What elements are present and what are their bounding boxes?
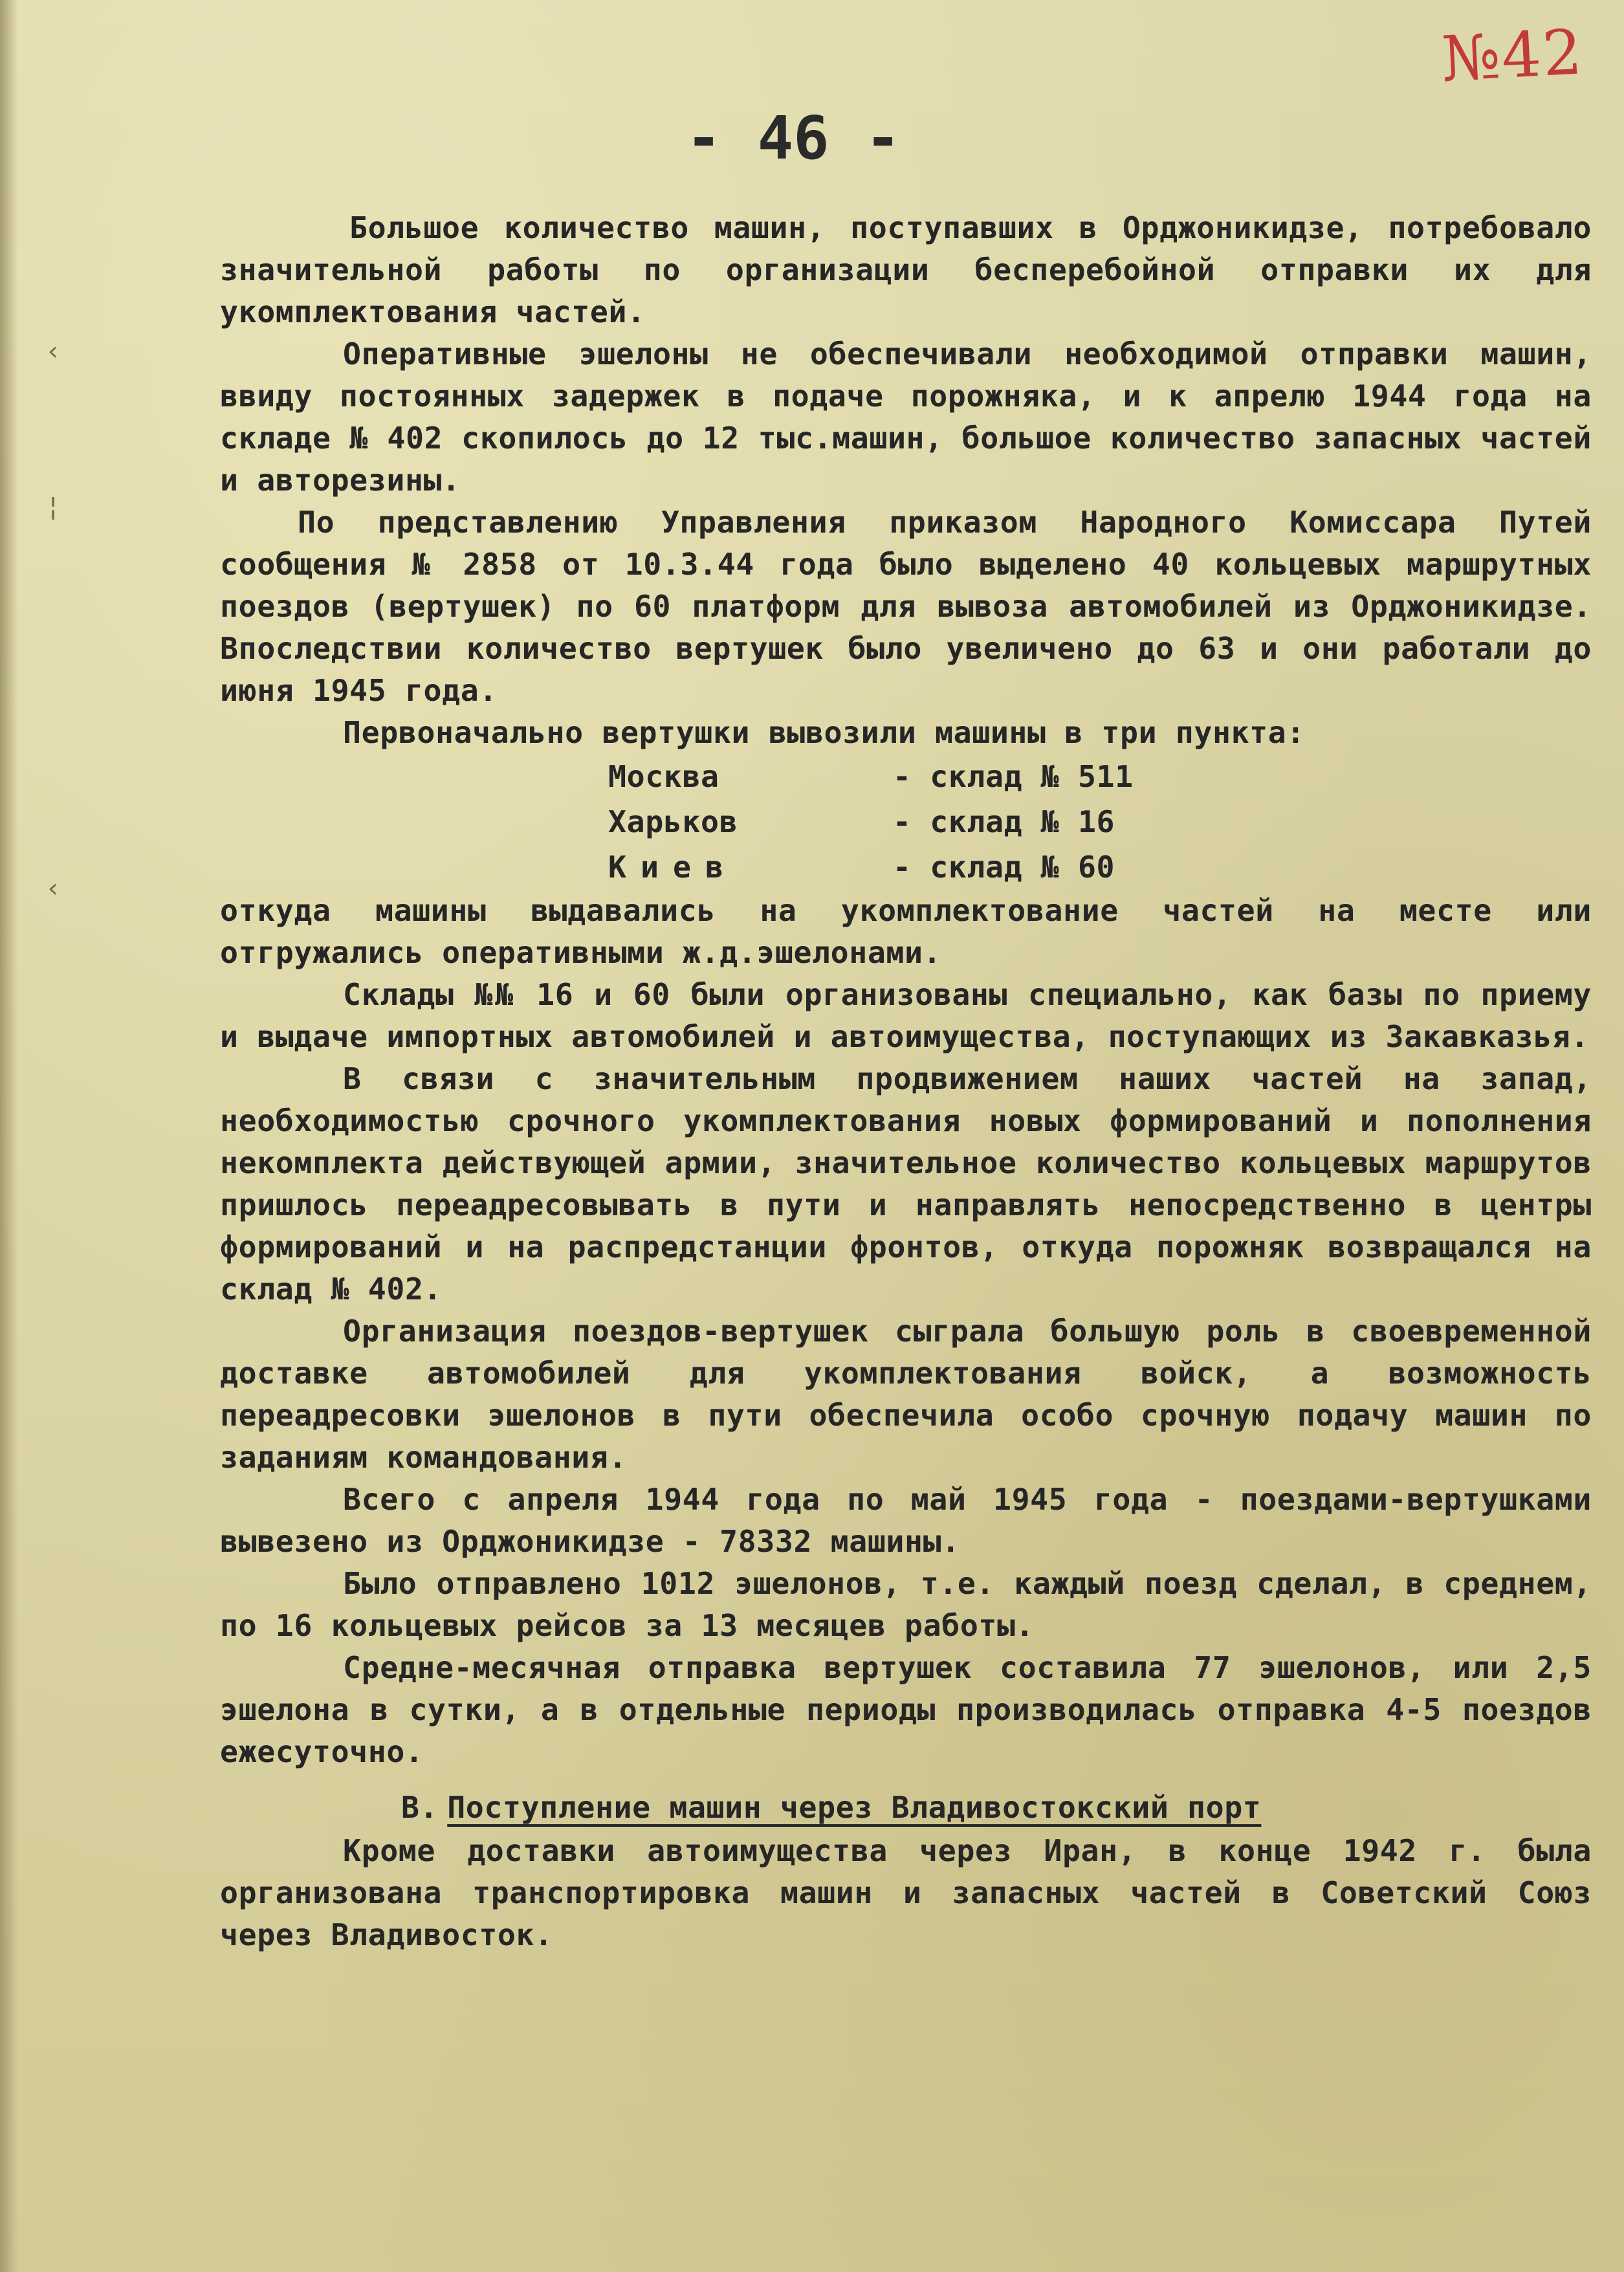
paragraph: Большое количество машин, поступавших в Орджоникидзе, потребовало значительной работы по организации бесперебойной отправки их для укомплектования частей. bbox=[220, 210, 1592, 329]
hole-punch-mark: ¦ bbox=[45, 492, 61, 522]
paragraph: Организация поездов-вертушек сыграла большую роль в своевременной доставке автомобилей для укомплектования войск, а возможность переадресовки эшелонов в пути обеспечила особо срочную подачу машин по заданиям командования. bbox=[220, 1314, 1592, 1475]
warehouse-depot: - склад № 60 bbox=[893, 849, 1115, 885]
paragraph: откуда машины выдавались на укомплектование частей на месте или отгружались оперативными ж.д.эшелонами. bbox=[220, 893, 1592, 970]
page-edge-shadow bbox=[0, 0, 18, 2272]
hole-punch-mark: ‹ bbox=[45, 874, 61, 903]
warehouse-row bbox=[608, 799, 1449, 844]
archive-sheet-number: №42 bbox=[1440, 16, 1585, 96]
paragraph: Склады №№ 16 и 60 были организованы специально, как базы по приему и выдаче импортных автомобилей и автоимущества, поступающих из Закавказья. bbox=[220, 977, 1592, 1054]
warehouse-depot: - склад № 16 bbox=[893, 804, 1115, 839]
hole-punch-mark: ‹ bbox=[45, 336, 61, 366]
section-number: В. bbox=[401, 1790, 439, 1825]
section-heading bbox=[220, 1785, 1592, 1830]
warehouse-row bbox=[608, 754, 1449, 799]
warehouse-row bbox=[608, 844, 1449, 890]
paragraph: Кроме доставки автоимущества через Иран, в конце 1942 г. была организована транспортировка машин и запасных частей в Советский Союз через Владивосток. bbox=[220, 1833, 1592, 1952]
paragraph: Первоначально вертушки вывозили машины в три пункта: bbox=[343, 715, 1305, 750]
paragraph: Средне-месячная отправка вертушек составила 77 эшелонов, или 2,5 эшелона в сутки, а в отдельные периоды производилась отправка 4-5 поездов ежесуточно. bbox=[220, 1650, 1592, 1769]
document-body bbox=[220, 207, 1592, 1956]
page-number: - 46 - bbox=[686, 104, 901, 173]
paragraph: Было отправлено 1012 эшелонов, т.е. каждый поезд сделал, в среднем, по 16 кольцевых рейсов за 13 месяцев работы. bbox=[220, 1566, 1592, 1643]
paragraph: Оперативные эшелоны не обеспечивали необходимой отправки машин, ввиду постоянных задержек в подаче порожняка, и к апрелю 1944 года на складе № 402 скопилось до 12 тыс.машин, большое количество запасных частей и авторезины. bbox=[220, 336, 1592, 498]
section-title: Поступление машин через Владивостокский порт bbox=[447, 1790, 1262, 1825]
warehouse-city: Харьков bbox=[608, 804, 738, 839]
warehouse-list bbox=[220, 754, 1449, 890]
warehouse-city: Москва bbox=[608, 758, 719, 794]
warehouse-depot: - склад № 511 bbox=[893, 758, 1134, 794]
paragraph: В связи с значительным продвижением наших частей на запад, необходимостью срочного укомплектования новых формирований и пополнения некомплекта действующей армии, значительное количество кольцевых маршрутов пришлось переадресовывать в пути и направлять непосредственно в центры формирований и на распредстанции фронтов, откуда порожняк возвращался на склад № 402. bbox=[220, 1061, 1592, 1307]
paragraph: Всего с апреля 1944 года по май 1945 года - поездами-вертушками вывезено из Орджоникидзе - 78332 машины. bbox=[220, 1482, 1592, 1559]
warehouse-city: Киев bbox=[608, 849, 738, 885]
paragraph: По представлению Управления приказом Народного Комиссара Путей сообщения № 2858 от 10.3.44 года было выделено 40 кольцевых маршрутных поездов (вертушек) по 60 платформ для вывоза автомобилей из Орджоникидзе. Впоследствии количество вертушек было увеличено до 63 и они работали до июня 1945 года. bbox=[220, 505, 1592, 708]
